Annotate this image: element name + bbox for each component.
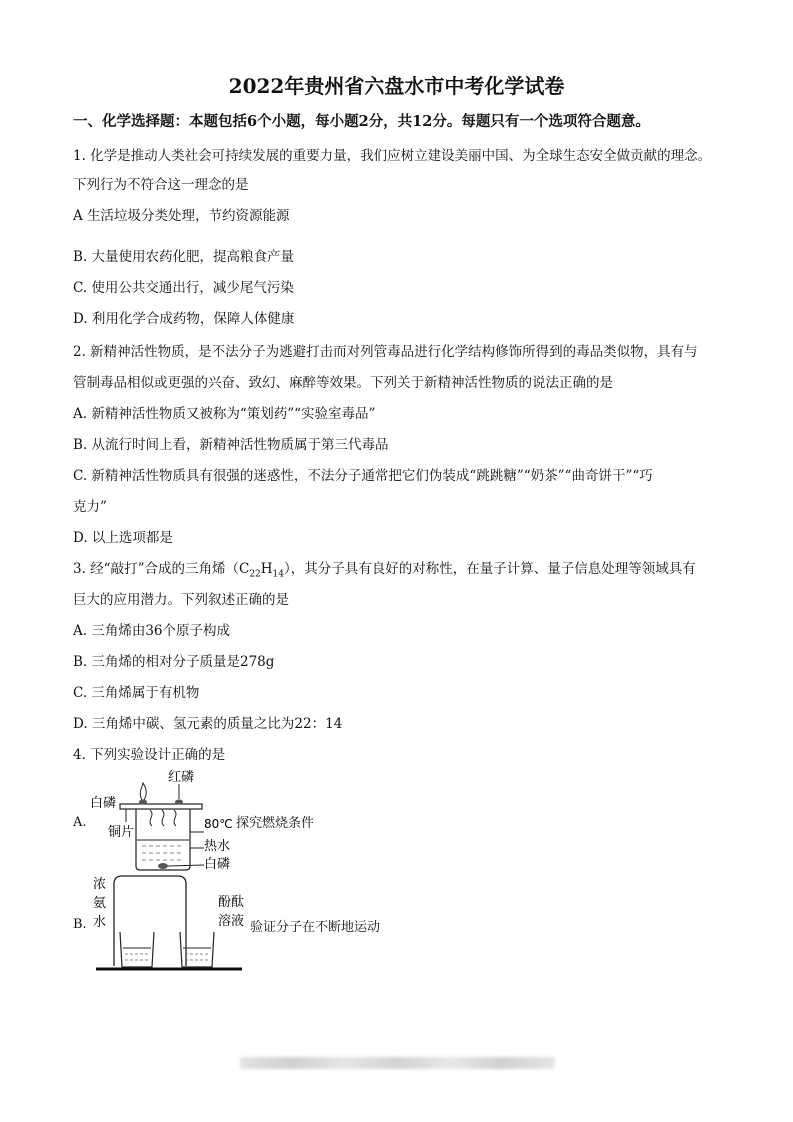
q3-option-c: C. 三角烯属于有机物 xyxy=(73,685,200,701)
q1-option-c: C. 使用公共交通出行，减少尾气污染 xyxy=(73,280,294,296)
q2-option-d: D. 以上选项都是 xyxy=(73,530,173,546)
q4-option-b-caption: 验证分子在不断地运动 xyxy=(250,920,381,935)
q2-option-b: B. 从流行时间上看，新精神活性物质属于第三代毒品 xyxy=(73,437,389,453)
label-ammonia-2: 氨 xyxy=(93,896,107,911)
q3-option-b: B. 三角烯的相对分子质量是278g xyxy=(73,654,275,670)
white-phosphorus-bottom xyxy=(158,863,168,869)
combustion-apparatus-svg xyxy=(90,766,240,874)
steam-line-2 xyxy=(162,810,164,826)
combustion-apparatus-figure xyxy=(90,766,240,874)
section-heading: 一、化学选择题：本题包括6个小题，每小题2分，共12分。每题只有一个选项符合题意。 xyxy=(73,113,650,130)
q3-option-d: D. 三角烯中碳、氢元素的质量之比为22：14 xyxy=(73,716,343,732)
label-white-phosphorus-top: 白磷 xyxy=(90,796,117,811)
white-phosphorus-top xyxy=(139,800,147,805)
beaker-ammonia xyxy=(120,932,154,967)
q2-option-c-line2: 克力” xyxy=(73,499,107,515)
q4-stem: 4. 下列实验设计正确的是 xyxy=(73,747,226,763)
q1-option-d: D. 利用化学合成药物，保障人体健康 xyxy=(73,311,295,327)
label-phenolphthalein-2: 溶液 xyxy=(218,914,244,929)
q3-sub-hydrogen: 14 xyxy=(272,569,284,580)
flame-icon xyxy=(140,783,146,800)
label-ammonia-3: 水 xyxy=(93,915,107,930)
label-temperature: 80℃ xyxy=(204,817,233,831)
q3-stem-line1 xyxy=(73,557,696,580)
steam-line-1 xyxy=(150,810,152,826)
q2-stem-line1: 2. 新精神活性物质，是不法分子为逃避打击而对列管毒品进行化学结构修饰所得到的毒品类似物，具有与 xyxy=(73,344,698,360)
q4-option-a-caption: 探究燃烧条件 xyxy=(236,816,315,831)
copper-plate xyxy=(120,804,202,809)
label-copper-plate: 铜片 xyxy=(108,825,135,840)
q1-stem-line2: 下列行为不符合这一理念的是 xyxy=(73,177,249,193)
q4-option-a-letter: A. xyxy=(73,815,87,830)
q3-option-a: A. 三角烯由36个原子构成 xyxy=(73,623,231,639)
q2-option-c-line1: C. 新精神活性物质具有很强的迷惑性，不法分子通常把它们伪装成“跳跳糖”“奶茶”“曲奇饼干”“巧 xyxy=(73,468,653,484)
q1-option-a: A 生活垃圾分类处理，节约资源能源 xyxy=(73,208,290,224)
molecule-motion-svg xyxy=(92,874,244,974)
label-phenolphthalein-1: 酚酞 xyxy=(218,895,244,910)
beaker-phenolphthalein xyxy=(180,932,214,967)
page-title: 2022年贵州省六盘水市中考化学试卷 xyxy=(228,74,565,98)
label-red-phosphorus: 红磷 xyxy=(168,770,195,785)
blurred-watermark xyxy=(240,1057,555,1069)
bell-jar xyxy=(114,876,186,966)
label-white-phosphorus-bottom: 白磷 xyxy=(204,857,231,872)
label-hot-water: 热水 xyxy=(204,839,231,854)
label-ammonia-1: 浓 xyxy=(93,877,107,892)
q1-option-b: B. 大量使用农药化肥，提高粮食产量 xyxy=(73,249,295,265)
steam-line-3 xyxy=(174,810,176,826)
q4-option-b-letter: B. xyxy=(73,917,87,932)
molecule-motion-figure xyxy=(92,874,244,974)
q3-stem-h: H xyxy=(260,561,273,577)
white-phosphorus-bottom-leader xyxy=(168,865,204,866)
q1-stem-line1: 1. 化学是推动人类社会可持续发展的重要力量，我们应树立建设美丽中国、为全球生态安全做贡献的理念。 xyxy=(73,148,712,164)
red-phosphorus xyxy=(175,800,183,805)
q3-sub-carbon: 22 xyxy=(249,569,261,580)
q2-option-a: A. 新精神活性物质又被称为“策划药”“实验室毒品” xyxy=(73,406,376,422)
q3-stem-post: ），其分子具有良好的对称性，在量子计算、量子信息处理等领域具有 xyxy=(284,561,696,577)
q3-stem-line2: 巨大的应用潜力。下列叙述正确的是 xyxy=(73,592,289,608)
q3-stem-pre: 3. 经“敲打”合成的三角烯（C xyxy=(73,561,250,577)
q2-stem-line2: 管制毒品相似或更强的兴奋、致幻、麻醉等效果。下列关于新精神活性物质的说法正确的是 xyxy=(73,375,613,391)
